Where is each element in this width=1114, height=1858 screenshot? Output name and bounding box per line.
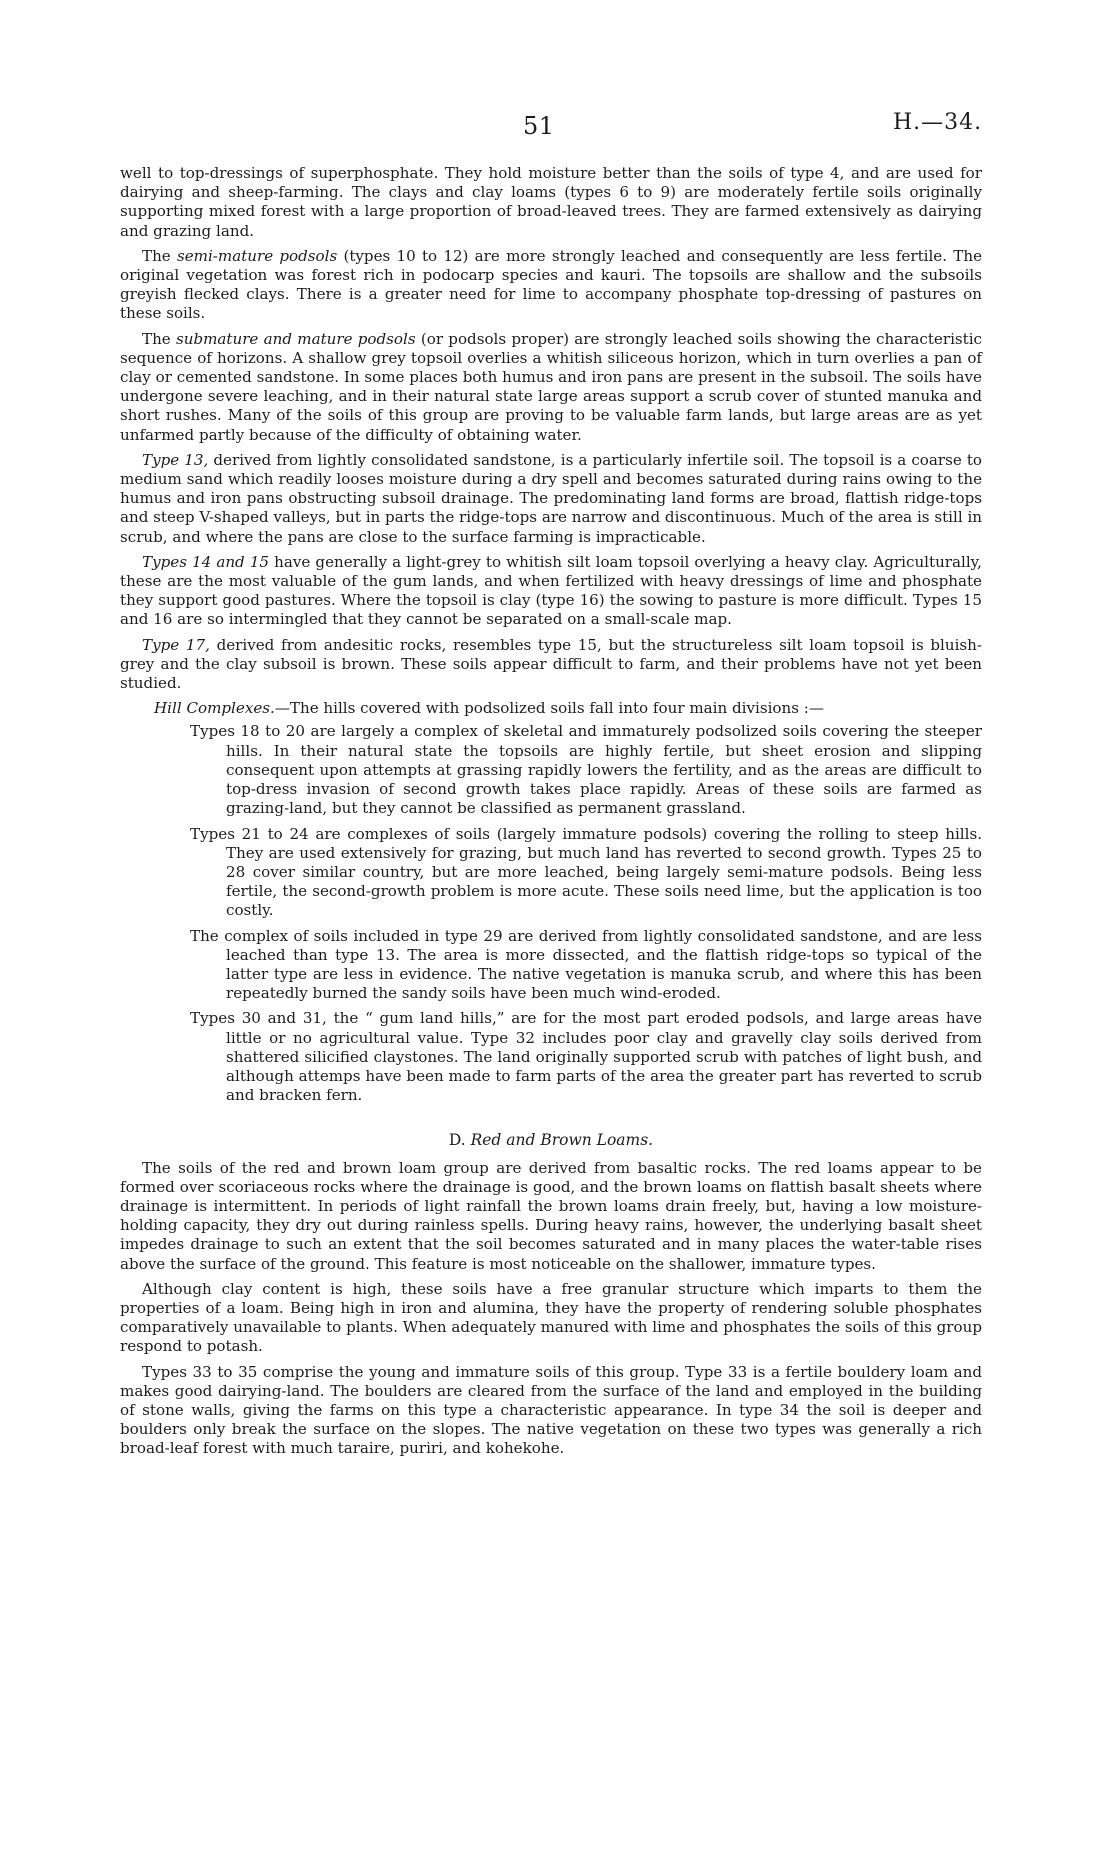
paragraph-lead: The <box>142 246 177 265</box>
paragraph-text: (or podsols proper) are strongly leached soils showing the characteristic sequence of horizons. A shallow grey topsoil overlies a whitish siliceous horizon, which in turn overlies a pan of clay or cemented sandstone. In some places both humus and iron pans are present in the subsoil. The soils have undergone severe leaching, and in their natural state large areas support a scrub cover of stunted manuka and short rushes. Many of the soils of this group are proving to be valuable farm lands, but large areas are as yet unfarmed partly because of the difficulty of obtaining water. <box>120 329 982 444</box>
document-reference: H.—34. <box>893 110 983 135</box>
paragraph-text: derived from lightly consolidated sandstone, is a particularly infertile soil. The topsoil is a coarse to medium sand which readily looses moisture during a dry spell and becomes saturated during rains owing to the humus and iron pans obstructing subsoil drainage. The predominating land forms are broad, flattish ridge-tops and steep V-shaped valleys, but in parts the ridge-tops are narrow and discontinuous. Much of the area is still in scrub, and where the pans are close to the surface farming is impracticable. <box>120 450 983 546</box>
hill-complex-item: Types 30 and 31, the “ gum land hills,” are for the most part eroded podsols, and large areas have little or no agricultural value. Type 32 includes poor clay and gravelly clay soils derived from shattered silicified claystones. The land originally supported scrub with patches of light bush, and although attemps have been made to farm parts of the area the greater part has reverted to scrub and bracken fern. <box>190 1009 982 1105</box>
paragraph-red-brown-loams: The soils of the red and brown loam group are derived from basaltic rocks. The red loams appear to be formed over scoriaceous rocks where the drainage is good, and the brown loams on flattish basalt sheets where drainage is intermittent. In periods of light rainfall the brown loams drain freely, but, having a low moisture-holding capacity, they dry out during rainless spells. During heavy rains, however, the underlying basalt sheet impedes drainage to such an extent that the soil becomes saturated and in many places the water-table rises above the surface of the ground. This feature is most noticeable on the shallower, immature types. <box>120 1158 982 1273</box>
paragraph-types-14-15 <box>120 553 982 630</box>
paragraph-clay-content: Although clay content is high, these soils have a free granular structure which imparts to them the properties of a loam. Being high in iron and alumina, they have the property of rendering soluble phosphates comparatively unavailable to plants. When adequately manured with lime and phosphates the soils of this group respond to potash. <box>120 1279 982 1356</box>
italic-term: Type 13, <box>142 450 209 469</box>
paragraph-mature-podsols <box>120 330 982 445</box>
italic-term: Hill Complexes. <box>154 699 275 718</box>
paragraph-text: —The hills covered with podsolized soils fall into four main divisions :— <box>274 699 824 718</box>
section-title: Red and Brown Loams. <box>470 1131 654 1150</box>
paragraph-text: derived from andesitic rocks, resembles type 15, but the structureless silt loam topsoil is bluish-grey and the clay subsoil is brown. These soils appear difficult to farm, and their problems have not yet been studied. <box>120 635 982 693</box>
paragraph-continuation: well to top-dressings of superphosphate. They hold moisture better than the soils of type 4, and are used for dairying and sheep-farming. The clays and clay loams (types 6 to 9) are moderately fertile soils originally supporting mixed forest with a large proportion of broad-leaved trees. They are farmed extensively as dairying and grazing land. <box>120 164 982 240</box>
paragraph-type-13 <box>120 451 982 547</box>
italic-term: semi-mature podsols <box>176 246 338 265</box>
italic-term: Types 14 and 15 <box>142 552 270 571</box>
paragraph-lead: The <box>142 329 176 348</box>
section-heading-d <box>120 1131 982 1150</box>
italic-term: submature and mature podsols <box>175 329 416 348</box>
italic-term: Type 17, <box>142 635 210 654</box>
hill-complex-item: The complex of soils included in type 29 are derived from lightly consolidated sandstone, and are less leached than type 13. The area is more dissected, and the flattish ridge-tops so typical of the latter type are less in evidence. The native vegetation is manuka scrub, and where this has been repeatedly burned the sandy soils have been much wind-eroded. <box>190 926 982 1003</box>
paragraph-semi-mature-podsols <box>120 247 982 324</box>
body-text <box>120 164 982 1465</box>
section-prefix: D. <box>448 1131 471 1150</box>
paragraph-type-17 <box>120 636 982 694</box>
hill-complex-item: Types 21 to 24 are complexes of soils (largely immature podsols) covering the rolling to steep hills. They are used extensively for grazing, but much land has reverted to second growth. Types 25 to 28 cover similar country, but are more leached, being largely semi-mature podsols. Being less fertile, the second-growth problem is more acute. These soils need lime, but the application is too costly. <box>190 824 982 920</box>
paragraph-text: (types 10 to 12) are more strongly leached and consequently are less fertile. The original vegetation was forest rich in podocarp species and kauri. The topsoils are shallow and the subsoils greyish flecked clays. There is a greater need for lime to accompany phosphate top-dressing of pastures on these soils. <box>120 246 982 323</box>
paragraph-types-33-35: Types 33 to 35 comprise the young and immature soils of this group. Type 33 is a fertile bouldery loam and makes good dairying-land. The boulders are cleared from the surface of the land and employed in the building of stone walls, giving the farms on this type a characteristic appearance. In type 34 the soil is deeper and boulders only break the surface on the slopes. The native vegetation on these two types was generally a rich broad-leaf forest with much taraire, puriri, and kohekohe. <box>120 1362 982 1458</box>
page-number: 51 <box>523 112 555 140</box>
hill-complex-item: Types 18 to 20 are largely a complex of skeletal and immaturely podsolized soils covering the steeper hills. In their natural state the topsoils are highly fertile, but sheet erosion and slipping consequent upon attempts at grassing rapidly lowers the fertility, and as the areas are difficult to top-dress invasion of second growth takes place rapidly. Areas of these soils are farmed as grazing-land, but they cannot be classified as permanent grassland. <box>190 722 982 818</box>
paragraph-text: have generally a light-grey to whitish silt loam topsoil overlying a heavy clay. Agriculturally, these are the most valuable of the gum lands, and when fertilized with heavy dressings of lime and phosphate they support good pastures. Where the topsoil is clay (type 16) the sowing to pasture is more difficult. Types 15 and 16 are so intermingled that they cannot be separated on a small-scale map. <box>120 552 982 629</box>
paragraph-hill-complexes <box>120 699 982 718</box>
